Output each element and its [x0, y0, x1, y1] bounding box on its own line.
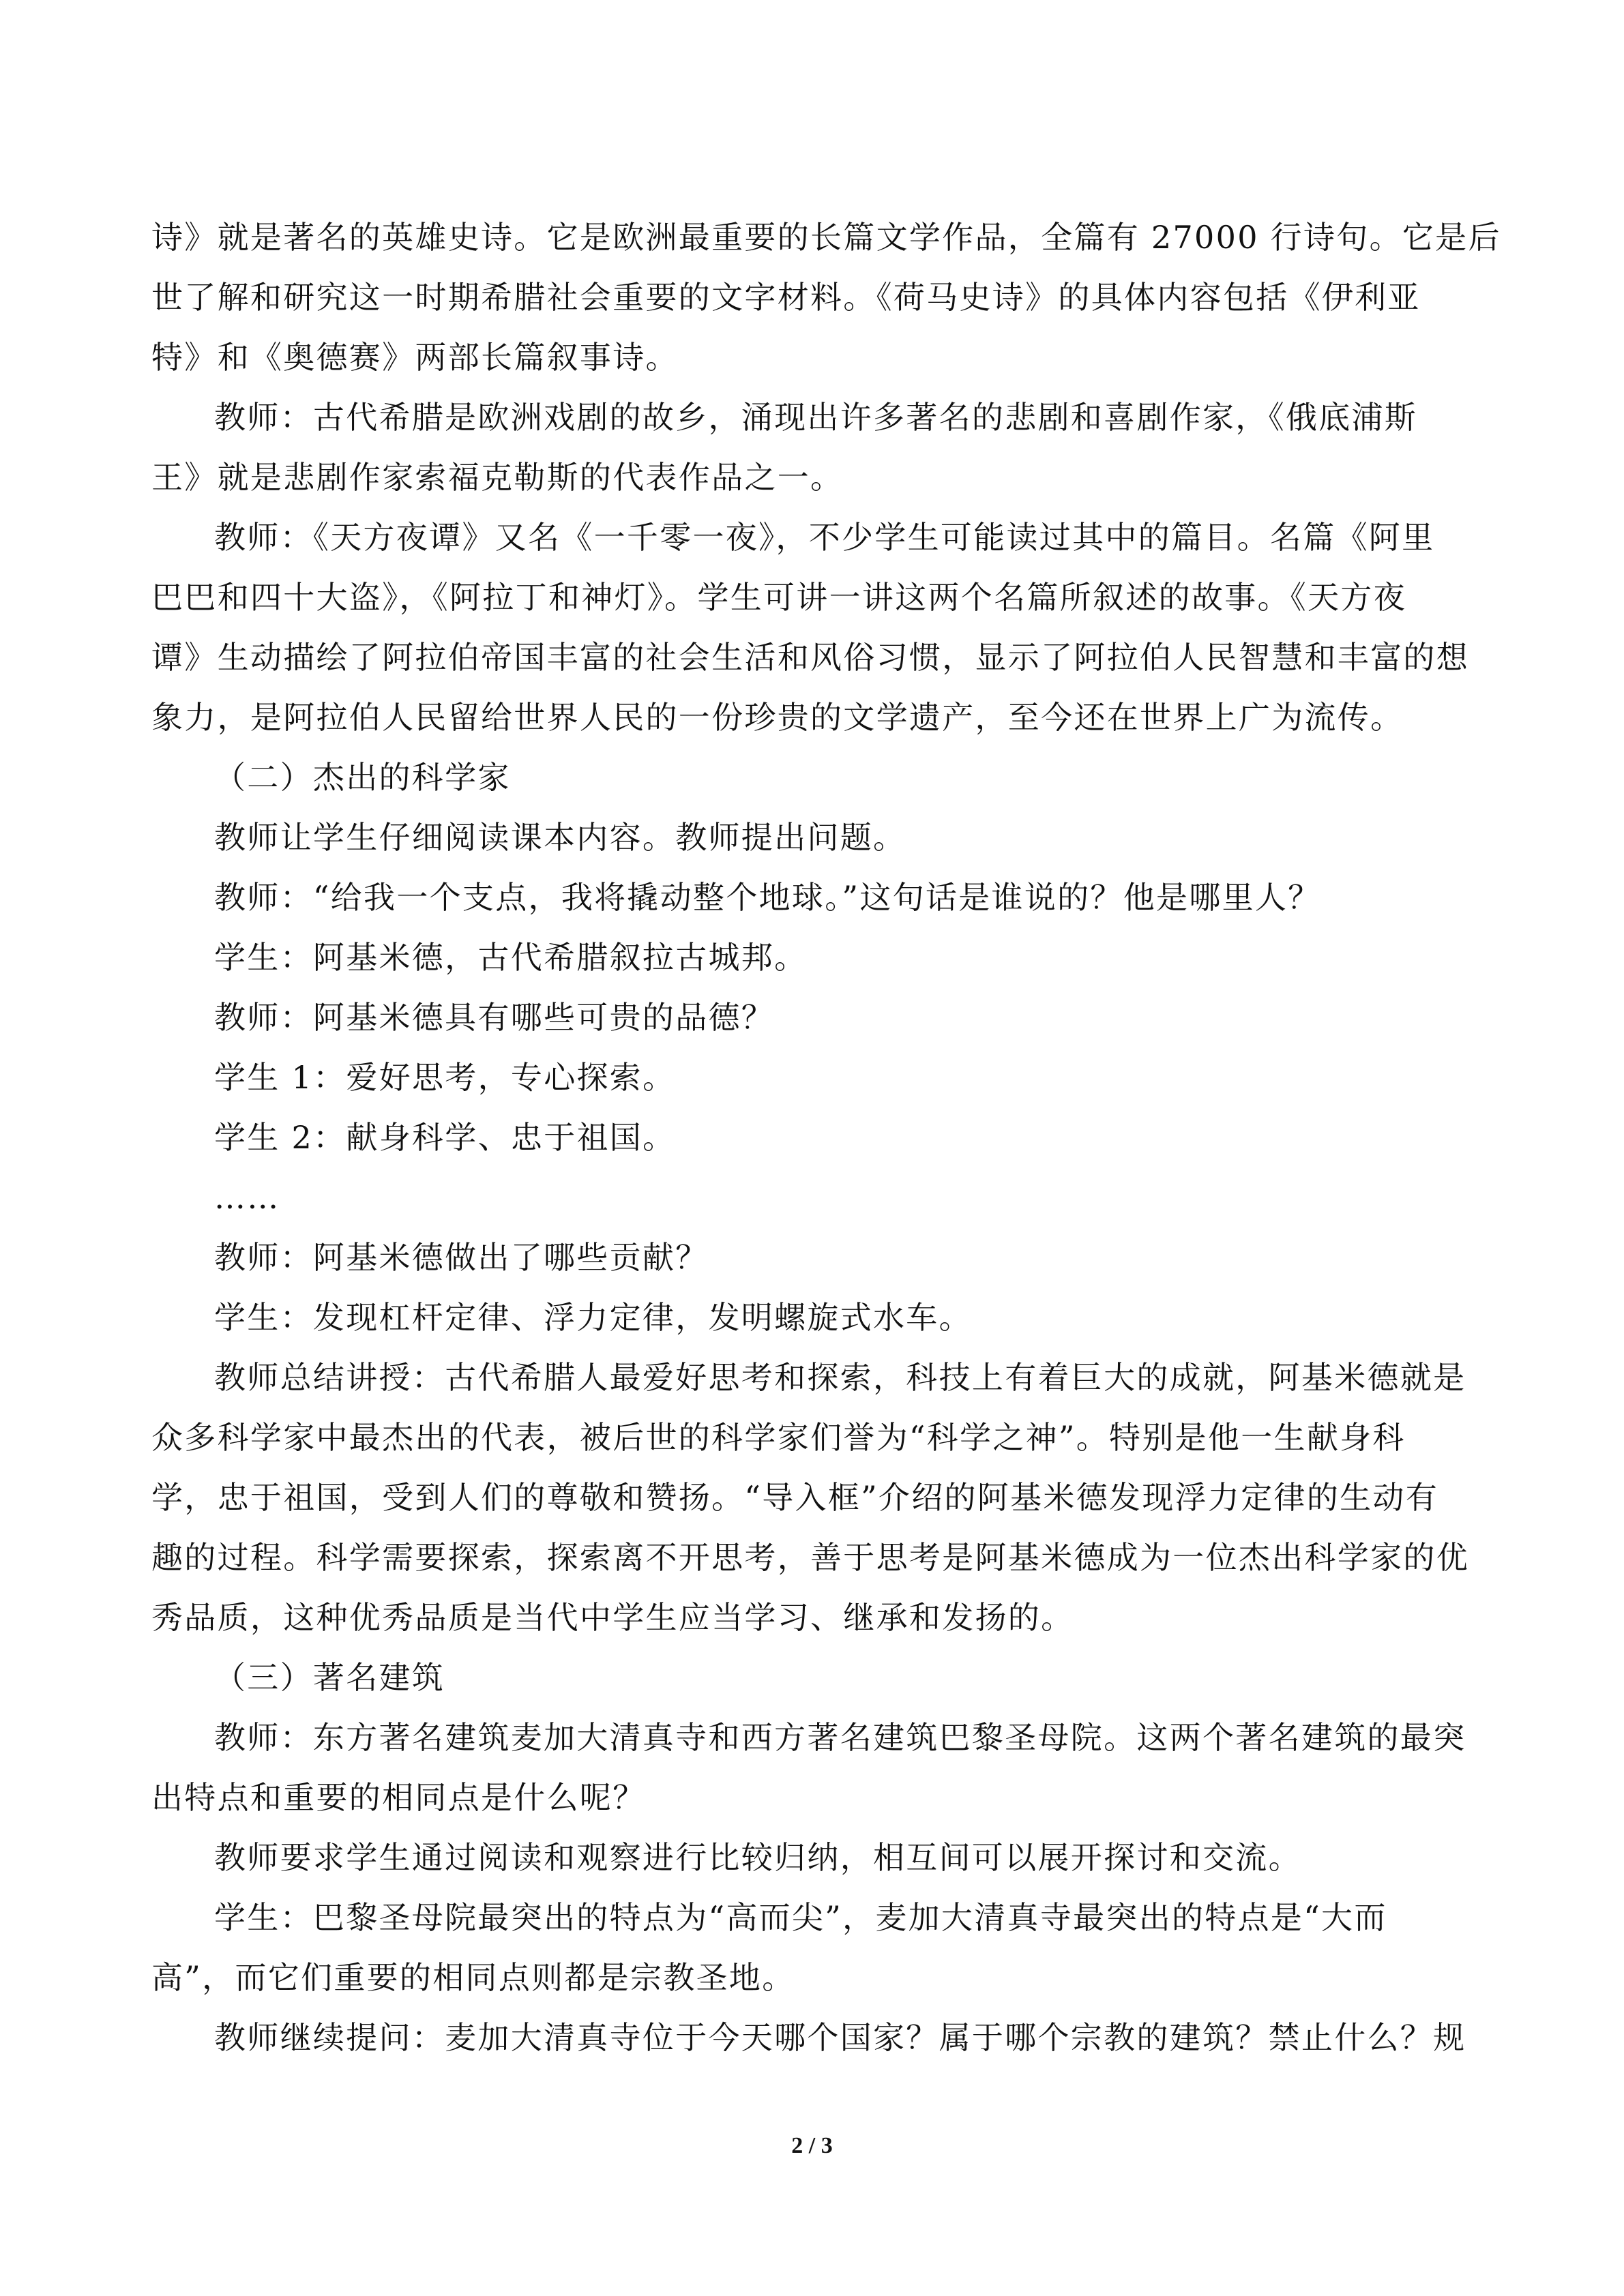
text-line: 众多科学家中最杰出的代表，被后世的科学家们誉为“科学之神”。特别是他一生献身科: [151, 1419, 1406, 1456]
text-line: 世了解和研究这一时期希腊社会重要的文字材料。《荷马史诗》的具体内容包括《伊利亚: [151, 279, 1421, 316]
text-line: 巴巴和四十大盗》，《阿拉丁和神灯》。学生可讲一讲这两个名篇所叙述的故事。《天方夜: [151, 579, 1406, 616]
text-line: 王》就是悲剧作家索福克勒斯的代表作品之一。: [151, 459, 844, 496]
paragraph-start: 教师继续提问：麦加大清真寺位于今天哪个国家？属于哪个宗教的建筑？禁止什么？规: [214, 2019, 1466, 2056]
text-line: 高”，而它们重要的相同点则都是宗教圣地。: [151, 1959, 795, 1996]
paragraph-start: 教师：阿基米德具有哪些可贵的品德？: [214, 999, 775, 1036]
paragraph-start: 教师：“给我一个支点，我将撬动整个地球。”这句话是谁说的？他是哪里人？: [214, 879, 1321, 916]
section-heading-architecture: （三）著名建筑: [214, 1659, 445, 1696]
ellipsis-line: ……: [214, 1179, 280, 1216]
text-line: 诗》就是著名的英雄史诗。它是欧洲最重要的长篇文学作品，全篇有 27000 行诗句。它是后: [151, 219, 1501, 256]
text-line: 出特点和重要的相同点是什么呢？: [151, 1779, 646, 1816]
paragraph-start: 教师：阿基米德做出了哪些贡献？: [214, 1239, 709, 1276]
text-line: 谭》生动描绘了阿拉伯帝国丰富的社会生活和风俗习惯，显示了阿拉伯人民智慧和丰富的想: [151, 639, 1469, 676]
paragraph-start: 教师让学生仔细阅读课本内容。教师提出问题。: [214, 819, 906, 856]
paragraph-start: 教师：《天方夜谭》又名《一千零一夜》，不少学生可能读过其中的篇目。名篇《阿里: [214, 519, 1435, 556]
page-number: 2 / 3: [791, 2133, 833, 2158]
text-line: 秀品质，这种优秀品质是当代中学生应当学习、继承和发扬的。: [151, 1599, 1074, 1636]
paragraph-start: 学生：阿基米德，古代希腊叙拉古城邦。: [214, 939, 808, 976]
paragraph-start: 教师：东方著名建筑麦加大清真寺和西方著名建筑巴黎圣母院。这两个著名建筑的最突: [214, 1719, 1466, 1756]
text-line: 趣的过程。科学需要探索，探索离不开思考，善于思考是阿基米德成为一位杰出科学家的优: [151, 1539, 1469, 1576]
document-body: [151, 207, 1501, 2068]
text-line: 学，忠于祖国，受到人们的尊敬和赞扬。“导入框”介绍的阿基米德发现浮力定律的生动有: [151, 1479, 1439, 1516]
paragraph-start: 教师要求学生通过阅读和观察进行比较归纳，相互间可以展开探讨和交流。: [214, 1839, 1301, 1876]
paragraph-start: 学生：巴黎圣母院最突出的特点为“高而尖”，麦加大清真寺最突出的特点是“大而: [214, 1899, 1387, 1936]
paragraph-start: 学生 2：献身科学、忠于祖国。: [214, 1119, 676, 1156]
paragraph-start: 教师总结讲授：古代希腊人最爱好思考和探索，科技上有着巨大的成就，阿基米德就是: [214, 1359, 1466, 1396]
text-line: 象力，是阿拉伯人民留给世界人民的一份珍贵的文学遗产，至今还在世界上广为流传。: [151, 699, 1404, 736]
paragraph-start: 教师：古代希腊是欧洲戏剧的故乡，涌现出许多著名的悲剧和喜剧作家，《俄底浦斯: [214, 399, 1418, 436]
paragraph-start: 学生：发现杠杆定律、浮力定律，发明螺旋式水车。: [214, 1299, 972, 1336]
paragraph-start: 学生 1：爱好思考，专心探索。: [214, 1059, 676, 1096]
section-heading-scientists: （二）杰出的科学家: [214, 759, 511, 796]
text-line: 特》和《奥德赛》两部长篇叙事诗。: [151, 339, 679, 376]
